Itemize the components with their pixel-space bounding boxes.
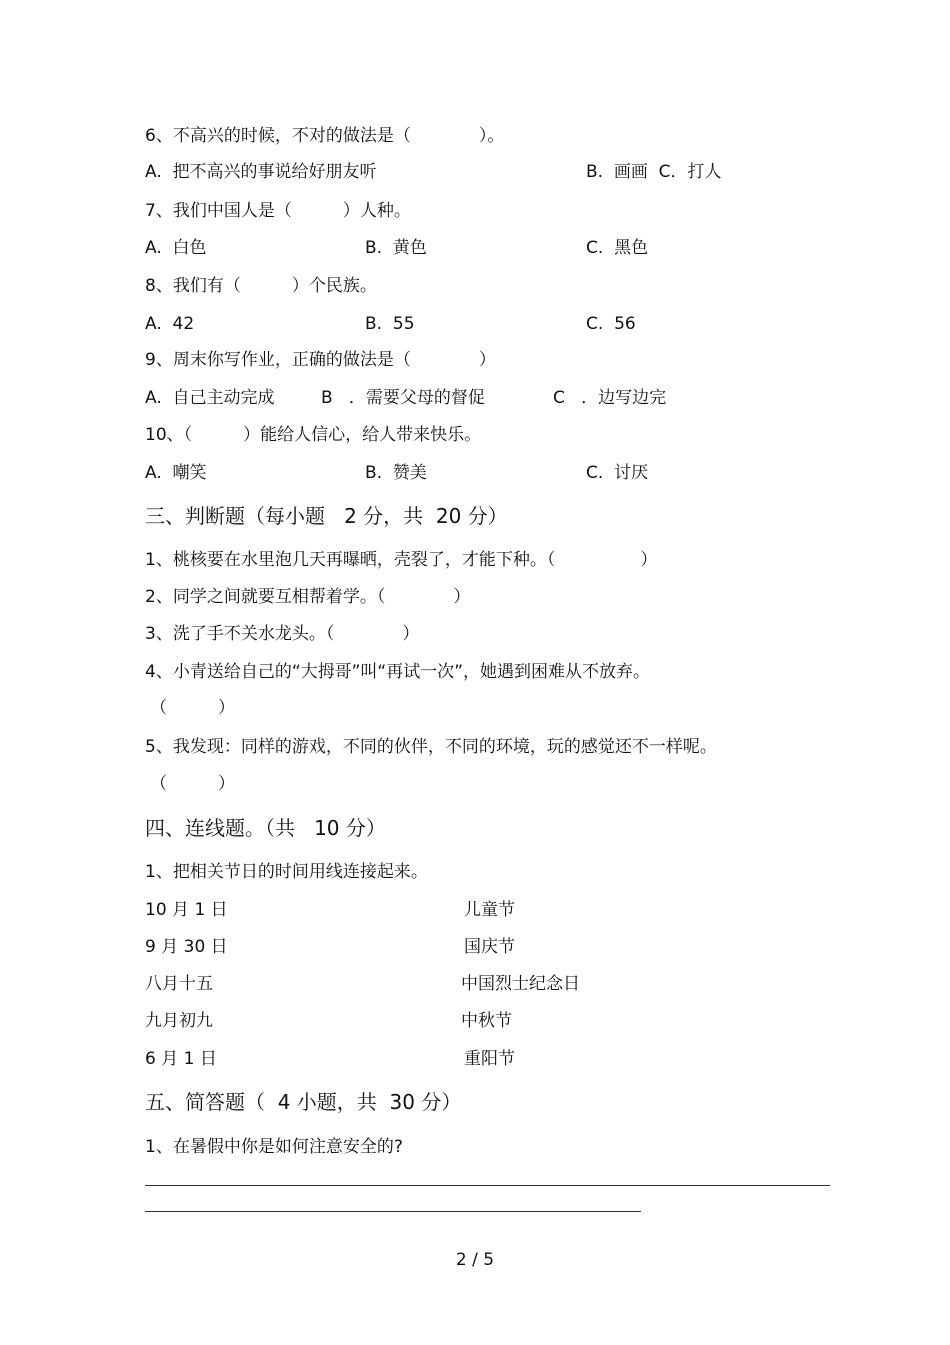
judge-question-4: 4、小青送给自己的“大拇哥”叫“再试一次”，她遇到困难从不放弃。	[145, 662, 651, 682]
question-9-option-a: A. 自己主动完成	[145, 388, 275, 408]
question-7-option-a: A. 白色	[145, 238, 207, 258]
judge-question-3: 3、洗了手不关水龙头。（ ）	[145, 624, 420, 644]
question-8-stem: 8、我们有（ ）个民族。	[145, 276, 377, 296]
match-right-item: 中秋节	[461, 1011, 512, 1031]
question-6-stem: 6、不高兴的时候，不对的做法是（ ）。	[145, 126, 505, 146]
question-9-option-c: C ．边写边完	[553, 388, 667, 408]
short-question-1: 1、在暑假中你是如何注意安全的?	[145, 1137, 403, 1157]
judge-question-1: 1、桃核要在水里泡几天再曝晒，壳裂了，才能下种。（ ）	[145, 550, 658, 570]
page-number: 2 / 5	[455, 1250, 495, 1270]
question-9-stem: 9、周末你写作业，正确的做法是（ ）	[145, 350, 496, 370]
match-right-item: 中国烈士纪念日	[461, 974, 580, 994]
match-left-item: 八月十五	[145, 974, 213, 994]
judge-question-5: 5、我发现：同样的游戏，不同的伙伴，不同的环境，玩的感觉还不一样呢。	[145, 737, 717, 757]
question-8-option-a: A. 42	[145, 314, 195, 334]
question-10-option-b: B. 赞美	[365, 463, 427, 483]
match-right-item: 重阳节	[464, 1049, 515, 1069]
match-left-item: 9 月 30 日	[145, 937, 228, 957]
section-4-heading: 四、连线题。（共 10 分）	[145, 816, 386, 840]
section-3-heading: 三、判断题（每小题 2 分，共 20 分）	[145, 504, 508, 528]
match-left-item: 10 月 1 日	[145, 900, 228, 920]
match-left-item: 6 月 1 日	[145, 1049, 217, 1069]
answer-line[interactable]	[145, 1185, 830, 1186]
match-right-item: 儿童节	[464, 900, 515, 920]
judge-question-5-answer: （ ）	[150, 774, 235, 794]
question-6-option-bc: B. 画画 C．打人	[586, 162, 722, 182]
answer-line[interactable]	[145, 1211, 641, 1212]
question-8-option-b: B. 55	[365, 314, 415, 334]
question-10-option-a: A. 嘲笑	[145, 463, 207, 483]
match-right-item: 国庆节	[464, 937, 515, 957]
judge-question-2: 2、同学之间就要互相帮着学。（ ）	[145, 587, 471, 607]
question-10-stem: 10、（ ）能给人信心，给人带来快乐。	[145, 425, 482, 445]
question-10-option-c: C. 讨厌	[586, 463, 649, 483]
question-7-option-c: C. 黑色	[586, 238, 649, 258]
section-5-heading: 五、简答题（ 4 小题，共 30 分）	[145, 1090, 462, 1114]
question-8-option-c: C. 56	[586, 314, 636, 334]
question-7-option-b: B. 黄色	[365, 238, 427, 258]
question-9-option-b: B ．需要父母的督促	[321, 388, 485, 408]
question-7-stem: 7、我们中国人是（ ）人种。	[145, 201, 411, 221]
question-6-option-a: A. 把不高兴的事说给好朋友听	[145, 162, 377, 182]
judge-question-4-answer: （ ）	[150, 698, 235, 718]
match-left-item: 九月初九	[145, 1011, 213, 1031]
match-instruction: 1、把相关节日的时间用线连接起来。	[145, 862, 428, 882]
